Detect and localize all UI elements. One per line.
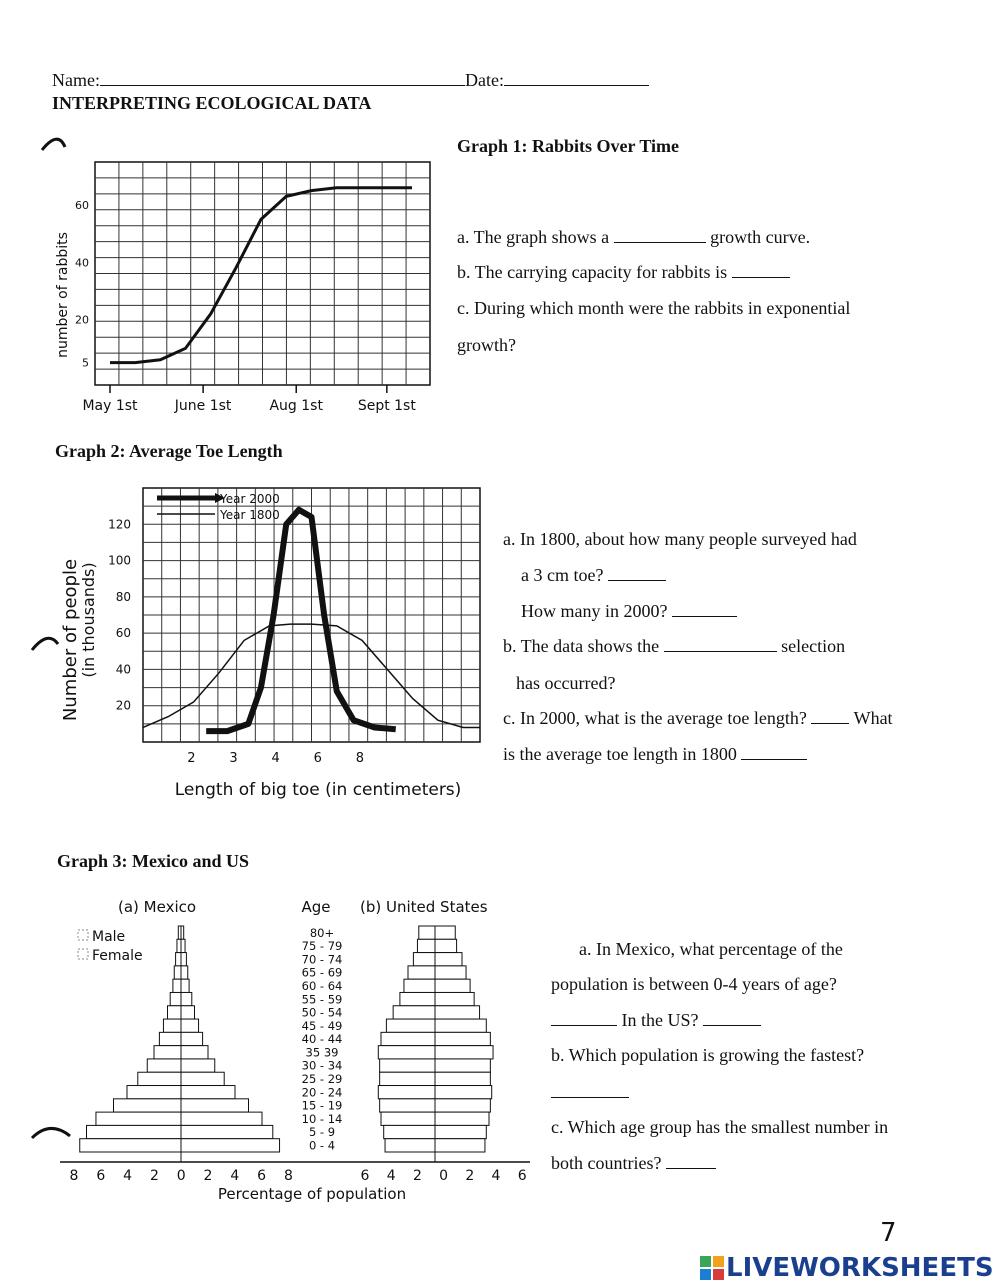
graph2-ytick-label: 40 — [115, 662, 131, 677]
graph1-xtick-label: June 1st — [174, 398, 232, 414]
g2-blank-c2[interactable] — [741, 744, 807, 760]
graph2-ytick-label: 80 — [115, 589, 131, 604]
us-female-bar — [435, 1072, 490, 1085]
g3-blank-a3-mexico[interactable] — [551, 1010, 617, 1026]
mexico-female-bar — [181, 1032, 203, 1045]
age-group-label: 70 - 74 — [301, 952, 343, 967]
graph1-ylabel: number of rabbits — [55, 232, 71, 358]
legend-year-2000: Year 2000 — [220, 492, 280, 506]
us-male-bar — [413, 953, 435, 966]
age-group-label: 5 - 9 — [308, 1125, 336, 1140]
g1-question-c1: c. During which month were the rabbits in exponential — [457, 298, 851, 318]
us-male-bar — [385, 1139, 435, 1152]
legend-year-1800: Year 1800 — [220, 508, 280, 522]
mexico-female-bar — [181, 1059, 215, 1072]
us-tick-label: 4 — [386, 1168, 396, 1184]
us-male-bar — [384, 1125, 435, 1138]
g2-question-c2: is the average toe length in 1800 — [503, 744, 807, 765]
margin-mark-3 — [32, 1128, 70, 1138]
age-group-label: 35 39 — [305, 1045, 339, 1060]
graph2-xtick-label: 3 — [229, 751, 238, 766]
us-female-bar — [435, 1032, 490, 1045]
mexico-tick-label: 2 — [203, 1168, 213, 1184]
graph2-xtick-label: 4 — [271, 751, 280, 766]
logo-icon — [700, 1256, 724, 1280]
mexico-male-bar — [96, 1112, 181, 1125]
page-number: 7 — [880, 1218, 897, 1248]
g2-blank-a3[interactable] — [672, 601, 737, 617]
us-male-bar — [381, 1032, 435, 1045]
mexico-tick-label: 6 — [257, 1168, 267, 1184]
graph2-xlabel: Length of big toe (in centimeters) — [174, 780, 462, 800]
us-male-bar — [404, 979, 435, 992]
date-blank[interactable] — [504, 70, 649, 86]
legend-male: Male — [92, 929, 126, 945]
g1-question-b: b. The carrying capacity for rabbits is — [457, 262, 790, 283]
us-male-bar — [381, 1112, 435, 1125]
g1-blank-b[interactable] — [732, 262, 790, 278]
age-group-label: 45 - 49 — [301, 1018, 343, 1033]
us-male-bar — [378, 1046, 435, 1059]
graph2-heading: Graph 2: Average Toe Length — [55, 441, 283, 461]
g1-blank-a[interactable] — [614, 227, 706, 243]
mexico-female-bar — [181, 992, 192, 1005]
graph2-ytick-label: 60 — [115, 626, 131, 641]
us-female-bar — [435, 1006, 480, 1019]
us-male-bar — [408, 966, 435, 979]
us-female-bar — [435, 1125, 486, 1138]
graph2-ylabel-2: (in thousands) — [79, 562, 98, 678]
g3-question-c1: c. Which age group has the smallest number in — [551, 1117, 889, 1137]
mexico-tick-label: 2 — [149, 1168, 159, 1184]
g3-question-a3: In the US? — [551, 1010, 761, 1031]
liveworksheets-logo[interactable] — [700, 1250, 1000, 1286]
us-male-bar — [393, 1006, 435, 1019]
g1-question-a: a. The graph shows a growth curve. — [457, 227, 811, 247]
mexico-female-bar — [181, 1006, 195, 1019]
mexico-female-bar — [181, 1099, 249, 1112]
mexico-female-bar — [181, 1072, 224, 1085]
graph1-ytick-label: 60 — [75, 199, 89, 212]
mexico-female-bar — [181, 1112, 262, 1125]
date-label: Date: — [464, 70, 504, 90]
us-panel-title: (b) United States — [360, 898, 488, 916]
us-male-bar — [400, 992, 435, 1005]
mexico-male-bar — [127, 1086, 181, 1099]
mexico-male-bar — [154, 1046, 181, 1059]
mexico-male-bar — [168, 1006, 182, 1019]
legend-female-swatch — [78, 949, 88, 959]
graph1-chart — [40, 125, 455, 425]
graph2-xtick-label: 6 — [313, 751, 322, 766]
us-female-bar — [435, 953, 462, 966]
us-female-bar — [435, 966, 466, 979]
mexico-male-bar — [114, 1099, 182, 1112]
g2-question-b: b. The data shows the selection — [503, 636, 846, 656]
age-group-label: 10 - 14 — [301, 1111, 343, 1126]
age-group-label: 60 - 64 — [301, 978, 343, 993]
us-male-bar — [417, 939, 435, 952]
g2-question-a1: a. In 1800, about how many people surveyed had — [503, 529, 857, 549]
mexico-panel-title: (a) Mexico — [118, 898, 197, 916]
mexico-female-bar — [181, 1086, 235, 1099]
us-female-bar — [435, 939, 457, 952]
mexico-male-bar — [174, 966, 181, 979]
us-female-bar — [435, 979, 470, 992]
mexico-tick-label: 0 — [176, 1168, 186, 1184]
g2-blank-b[interactable] — [664, 636, 777, 652]
us-tick-label: 0 — [439, 1168, 449, 1184]
graph2-xtick-label: 8 — [355, 751, 365, 766]
mexico-male-bar — [163, 1019, 181, 1032]
age-group-label: 55 - 59 — [301, 992, 343, 1007]
age-group-label: 25 - 29 — [301, 1072, 343, 1087]
mexico-male-bar — [176, 953, 181, 966]
us-female-bar — [435, 992, 474, 1005]
mexico-male-bar — [159, 1032, 181, 1045]
mexico-male-bar — [177, 939, 181, 952]
g3-question-a2: population is between 0-4 years of age? — [551, 974, 837, 994]
graph3-xlabel: Percentage of population — [217, 1185, 407, 1203]
name-line — [52, 70, 649, 91]
us-tick-label: 6 — [360, 1168, 370, 1184]
graph1-heading: Graph 1: Rabbits Over Time — [457, 136, 680, 156]
us-male-bar — [386, 1019, 435, 1032]
mexico-female-bar — [181, 1125, 273, 1138]
us-female-bar — [435, 1046, 493, 1059]
graph2-chart — [30, 480, 490, 805]
us-tick-label: 2 — [465, 1168, 475, 1184]
age-group-label: 65 - 69 — [301, 965, 343, 980]
us-male-bar — [380, 1059, 435, 1072]
mexico-male-bar — [80, 1139, 181, 1152]
g2-question-b2: has occurred? — [516, 673, 616, 693]
mexico-female-bar — [181, 979, 189, 992]
graph1-xtick-label: Aug 1st — [269, 398, 323, 414]
g2-blank-c[interactable] — [811, 708, 849, 724]
mexico-tick-label: 6 — [96, 1168, 106, 1184]
mexico-tick-label: 4 — [123, 1168, 133, 1184]
legend-female: Female — [92, 948, 143, 964]
page-title: INTERPRETING ECOLOGICAL DATA — [52, 93, 372, 113]
us-female-bar — [435, 1112, 489, 1125]
g3-question-c2: both countries? — [551, 1153, 716, 1174]
mexico-male-bar — [138, 1072, 181, 1085]
us-female-bar — [435, 1019, 486, 1032]
age-group-label: 0 - 4 — [308, 1138, 336, 1153]
mexico-female-bar — [181, 1019, 199, 1032]
age-group-label: 15 - 19 — [301, 1098, 343, 1113]
g3-blank-b[interactable] — [551, 1082, 629, 1098]
g3-question-a1: a. In Mexico, what percentage of the — [579, 939, 843, 959]
us-female-bar — [435, 1059, 490, 1072]
g3-question-b: b. Which population is growing the fastest? — [551, 1045, 865, 1065]
us-tick-label: 4 — [491, 1168, 501, 1184]
name-label: Name: — [52, 70, 100, 90]
mexico-male-bar — [170, 992, 181, 1005]
us-female-bar — [435, 1086, 492, 1099]
g3-blank-b-line — [551, 1082, 629, 1103]
g2-question-a3: How many in 2000? — [521, 601, 737, 622]
us-male-bar — [380, 1099, 435, 1112]
age-group-label: 50 - 54 — [301, 1005, 343, 1020]
graph1-curve — [110, 188, 412, 363]
age-group-label: 20 - 24 — [301, 1085, 343, 1100]
us-female-bar — [435, 926, 455, 939]
name-blank[interactable] — [100, 70, 465, 86]
mexico-male-bar — [87, 1125, 182, 1138]
margin-mark-2 — [32, 638, 58, 650]
g3-blank-c[interactable] — [666, 1153, 716, 1169]
graph1-ytick-label: 5 — [82, 356, 89, 370]
age-group-label: 80+ — [309, 925, 335, 940]
us-tick-label: 6 — [517, 1168, 527, 1184]
mexico-female-bar — [181, 953, 186, 966]
legend-male-swatch — [78, 930, 88, 940]
graph1-xtick-label: Sept 1st — [357, 398, 416, 414]
mexico-tick-label: 4 — [230, 1168, 240, 1184]
graph1-grid — [95, 162, 430, 385]
g2-blank-a2[interactable] — [608, 565, 666, 581]
g1-question-c2: growth? — [457, 335, 516, 355]
us-male-bar — [419, 926, 435, 939]
age-group-label: 40 - 44 — [301, 1032, 343, 1047]
graph2-xtick-label: 2 — [187, 751, 196, 766]
mexico-female-bar — [181, 939, 185, 952]
graph2-ytick-label: 100 — [108, 553, 131, 568]
g3-blank-a3-us[interactable] — [703, 1010, 761, 1026]
g2-question-c: c. In 2000, what is the average toe length? What — [503, 708, 893, 728]
graph2-ytick-label: 20 — [115, 698, 131, 713]
graph3-chart — [30, 890, 540, 1210]
graph2-ytick-label: 120 — [108, 517, 131, 532]
mexico-female-bar — [181, 966, 188, 979]
margin-mark-1 — [42, 139, 65, 150]
logo-text: LIVEWORKSHEETS — [726, 1253, 994, 1283]
us-female-bar — [435, 1099, 490, 1112]
graph1-ytick-label: 40 — [75, 256, 89, 270]
graph2-ylabel-1: Number of people — [60, 558, 81, 722]
mexico-female-bar — [181, 1139, 280, 1152]
mexico-female-bar — [181, 1046, 208, 1059]
mexico-male-bar — [147, 1059, 181, 1072]
mexico-tick-label: 8 — [283, 1168, 293, 1184]
graph1-ytick-label: 20 — [75, 313, 89, 327]
age-label: Age — [301, 898, 331, 916]
age-group-label: 75 - 79 — [301, 939, 343, 954]
us-male-bar — [380, 1072, 435, 1085]
mexico-male-bar — [173, 979, 181, 992]
age-group-label: 30 - 34 — [301, 1058, 343, 1073]
us-female-bar — [435, 1139, 485, 1152]
g2-question-a2: a 3 cm toe? — [521, 565, 666, 586]
us-male-bar — [378, 1086, 435, 1099]
graph3-heading: Graph 3: Mexico and US — [57, 851, 250, 871]
graph1-xtick-label: May 1st — [82, 398, 138, 414]
mexico-tick-label: 8 — [69, 1168, 79, 1184]
us-tick-label: 2 — [412, 1168, 422, 1184]
